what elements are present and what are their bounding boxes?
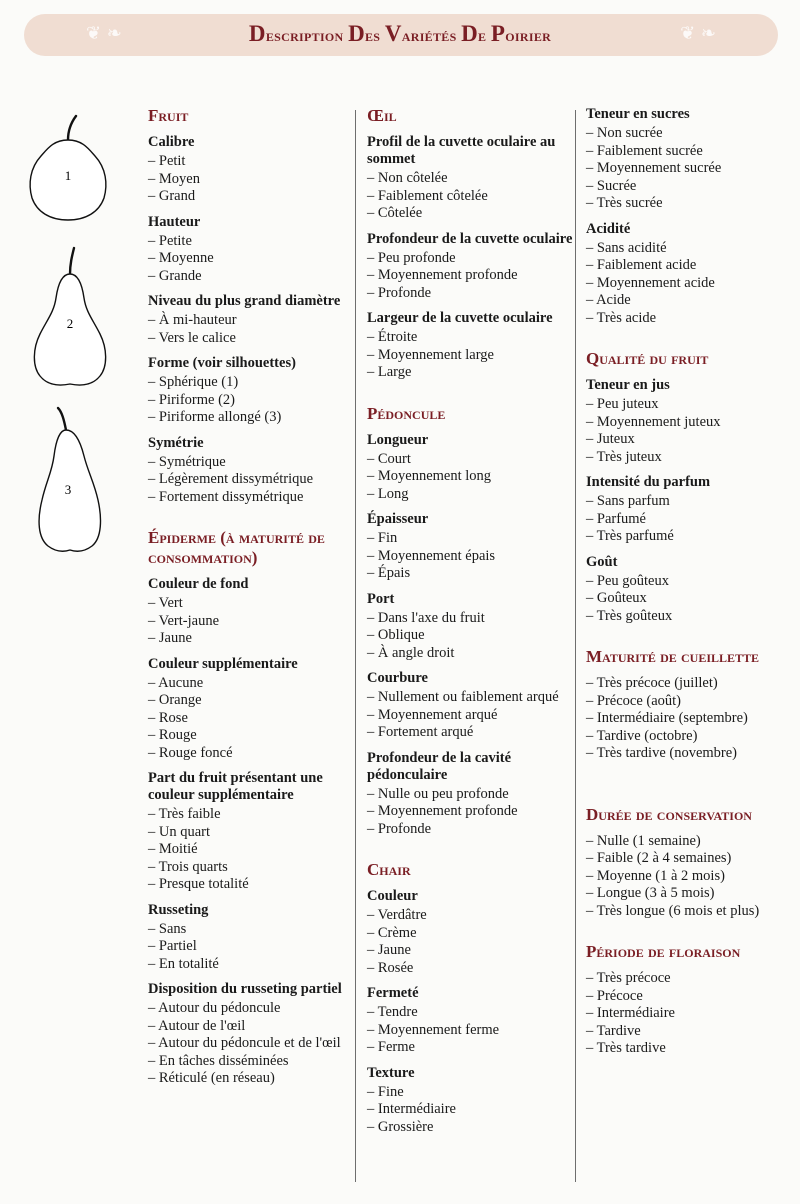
- column-qualite: [586, 106, 794, 1058]
- pear-silhouettes: [18, 108, 138, 558]
- criterion-heading-longueur: Longueur: [367, 431, 429, 448]
- pear-label-3: 3: [64, 482, 72, 497]
- column-divider: [355, 110, 356, 1182]
- list-item: – Sphérique (1): [148, 374, 239, 390]
- list-item: – Jaune: [367, 942, 411, 958]
- list-item: – Vert-jaune: [148, 612, 219, 629]
- list-item: – Trois quarts: [148, 858, 228, 875]
- criterion-heading-profil-de-la-cuvette-oculaire-au-sommet: Profil de la cuvette oculaire au sommet: [367, 134, 556, 167]
- list-item: – Très faible: [148, 806, 221, 822]
- list-item: – Aucune: [148, 674, 204, 691]
- list-item: – Moitié: [148, 841, 198, 857]
- list-item: – Grand: [148, 188, 196, 204]
- list-item: – En tâches disséminées: [148, 1052, 289, 1069]
- list-item: – À angle droit: [367, 644, 455, 661]
- list-item: – Très sucrée: [586, 195, 663, 211]
- list-item: – Précoce: [586, 987, 643, 1004]
- criterion-heading-niveau-du-plus-grand-diametre: Niveau du plus grand diamètre: [148, 293, 341, 309]
- option-list: [148, 675, 344, 763]
- list-item: – Moyennement juteux: [586, 413, 721, 430]
- list-item: – Moyennement large: [367, 346, 494, 363]
- list-item: – Parfumé: [586, 510, 646, 527]
- list-item: – Presque totalité: [148, 876, 249, 892]
- option-list: [148, 806, 344, 894]
- pear-label-2: 2: [66, 316, 74, 331]
- list-item: – Vers le calice: [148, 329, 236, 346]
- list-item: – Court: [367, 450, 411, 467]
- list-item: – Rose: [148, 709, 188, 726]
- option-list: [586, 493, 794, 546]
- list-item: – Sans acidité: [586, 239, 667, 256]
- list-item: – Partiel: [148, 938, 197, 954]
- list-item: – À mi-hauteur: [148, 312, 237, 328]
- list-item: – Acide: [586, 292, 631, 308]
- list-item: – Faible (2 à 4 semaines): [586, 850, 732, 866]
- criterion-heading-part-du-fruit-presentant-une-couleur-supplementaire: Part du fruit présentant une couleur supplémentaire: [148, 770, 323, 803]
- criterion-heading-epaisseur: Épaisseur: [367, 511, 429, 527]
- column-fruit: [148, 106, 344, 1088]
- option-list: [586, 573, 794, 626]
- list-item: – Petit: [148, 153, 186, 169]
- section-heading-qualite-du-fruit: Qualité du fruit: [586, 349, 709, 368]
- criterion-heading-port: Port: [367, 590, 395, 607]
- criterion-heading-intensite-du-parfum: Intensité du parfum: [586, 474, 711, 490]
- list-item: – Étroite: [367, 329, 418, 345]
- list-item: – Autour du pédoncule: [148, 1000, 281, 1016]
- list-item: – Très tardive: [586, 1040, 666, 1056]
- list-item: – Piriforme allongé (3): [148, 409, 282, 425]
- list-item: – Crème: [367, 924, 417, 941]
- list-item: – Nulle (1 semaine): [586, 832, 701, 849]
- option-list: [367, 907, 573, 977]
- option-list: [586, 396, 794, 466]
- list-item: – Intermédiaire: [586, 1005, 675, 1021]
- option-list: [367, 786, 573, 839]
- list-item: – Très goûteux: [586, 607, 673, 624]
- option-list: [367, 1004, 573, 1057]
- list-item: – Moyennement arqué: [367, 706, 498, 723]
- list-item: – Non côtelée: [367, 170, 448, 186]
- criterion-heading-disposition-du-russeting-partiel: Disposition du russeting partiel: [148, 981, 342, 997]
- list-item: – Très acide: [586, 309, 657, 326]
- option-list: [148, 921, 344, 974]
- list-item: – Profonde: [367, 284, 432, 301]
- criterion-heading-acidite: Acidité: [586, 220, 631, 237]
- option-list: [148, 1000, 344, 1088]
- list-item: – Grossière: [367, 1118, 434, 1135]
- list-item: – Moyenne: [148, 250, 214, 266]
- list-item: – Sans: [148, 920, 187, 937]
- list-item: – Un quart: [148, 823, 211, 840]
- list-item: – Très longue (6 mois et plus): [586, 902, 760, 919]
- criterion-heading-teneur-en-jus: Teneur en jus: [586, 377, 670, 393]
- list-item: – Oblique: [367, 627, 425, 643]
- list-item: – Autour du pédoncule et de l'œil: [148, 1035, 341, 1051]
- list-item: – Sans parfum: [586, 493, 670, 509]
- list-item: – Autour de l'œil: [148, 1017, 246, 1034]
- list-item: – Très précoce (juillet): [586, 675, 718, 691]
- column-oeil: [367, 106, 573, 1136]
- option-list: [367, 689, 573, 742]
- list-item: – Petite: [148, 232, 192, 249]
- list-item: – Non sucrée: [586, 125, 663, 141]
- list-item: – Moyennement ferme: [367, 1021, 500, 1038]
- list-item: – En totalité: [148, 955, 219, 972]
- list-item: – Moyennement sucrée: [586, 160, 722, 176]
- list-item: – Très tardive (novembre): [586, 745, 738, 761]
- option-list: [586, 125, 794, 213]
- list-item: – Rosée: [367, 959, 414, 976]
- list-item: – Longue (3 à 5 mois): [586, 885, 715, 901]
- list-item: – Moyenne (1 à 2 mois): [586, 867, 725, 884]
- list-item: – Moyennement long: [367, 468, 492, 484]
- option-list: [367, 610, 573, 663]
- criterion-heading-hauteur: Hauteur: [148, 213, 201, 230]
- list-item: – Tardive: [586, 1022, 641, 1039]
- leaf-ornament-icon: ❦ ❧: [680, 23, 716, 44]
- list-item: – Juteux: [586, 431, 635, 447]
- list-item: – Goûteux: [586, 590, 647, 606]
- list-item: – Fine: [367, 1083, 404, 1100]
- section-heading-periode-de-floraison: Période de floraison: [586, 942, 741, 961]
- list-item: – Très précoce: [586, 970, 671, 986]
- criterion-heading-symetrie: Symétrie: [148, 434, 204, 451]
- option-list: [367, 530, 573, 583]
- section-heading-pedoncule: Pédoncule: [367, 403, 446, 423]
- list-item: – Faiblement acide: [586, 257, 697, 273]
- list-item: – Dans l'axe du fruit: [367, 609, 485, 626]
- pear-label-1: 1: [64, 168, 72, 183]
- section-heading-fruit: Fruit: [148, 106, 189, 125]
- list-item: – Moyen: [148, 170, 200, 187]
- criterion-heading-calibre: Calibre: [148, 134, 195, 150]
- option-list: [367, 1084, 573, 1137]
- option-list: [586, 970, 794, 1058]
- criterion-heading-courbure: Courbure: [367, 670, 428, 686]
- option-list: [367, 451, 573, 504]
- option-list: [148, 454, 344, 507]
- list-item: – Fortement dissymétrique: [148, 488, 304, 505]
- list-item: – Rouge foncé: [148, 744, 233, 761]
- list-item: – Réticulé (en réseau): [148, 1070, 275, 1086]
- criterion-heading-fermete: Fermeté: [367, 985, 419, 1001]
- list-item: – Faiblement côtelée: [367, 187, 488, 204]
- criterion-heading-teneur-en-sucres: Teneur en sucres: [586, 106, 690, 122]
- section-heading-oeil: Œil: [367, 106, 397, 125]
- list-item: – Peu goûteux: [586, 572, 669, 589]
- list-item: – Moyennement épais: [367, 547, 496, 564]
- list-item: – Côtelée: [367, 205, 423, 221]
- section-heading-epiderme-a-maturite-de-consommation: Épiderme (à maturité de consommation): [148, 528, 325, 567]
- criterion-heading-russeting: Russeting: [148, 901, 209, 918]
- list-item: – Faiblement sucrée: [586, 142, 703, 159]
- list-item: – Moyennement profonde: [367, 267, 518, 283]
- list-item: – Vert: [148, 595, 183, 611]
- list-item: – Moyennement acide: [586, 274, 715, 291]
- option-list: [367, 170, 573, 223]
- pear-silhouette-elongated: [39, 408, 100, 551]
- option-list: [367, 329, 573, 382]
- option-list: [148, 233, 344, 286]
- page-title: Description Des Variétés De Poirier: [248, 21, 552, 46]
- list-item: – Tendre: [367, 1004, 418, 1020]
- pear-silhouette-spherical: [30, 116, 106, 220]
- list-item: – Moyennement profonde: [367, 803, 518, 819]
- list-item: – Précoce (août): [586, 692, 682, 709]
- list-item: – Fin: [367, 530, 398, 546]
- option-list: [586, 675, 794, 763]
- list-item: – Nulle ou peu profonde: [367, 785, 509, 802]
- list-item: – Intermédiaire (septembre): [586, 710, 748, 726]
- section-heading-duree-de-conservation: Durée de conservation: [586, 804, 752, 824]
- list-item: – Nullement ou faiblement arqué: [367, 689, 559, 705]
- list-item: – Très juteux: [586, 448, 662, 465]
- list-item: – Piriforme (2): [148, 391, 235, 408]
- list-item: – Profonde: [367, 820, 432, 837]
- section-heading-chair: Chair: [367, 860, 411, 879]
- column-divider: [575, 110, 576, 1182]
- list-item: – Fortement arqué: [367, 724, 474, 740]
- list-item: – Symétrique: [148, 453, 226, 470]
- option-list: [586, 833, 794, 921]
- pear-silhouette-pyriform: [34, 248, 105, 385]
- option-list: [148, 374, 344, 427]
- criterion-heading-gout: Goût: [586, 553, 618, 570]
- list-item: – Peu juteux: [586, 396, 659, 412]
- criterion-heading-profondeur-de-la-cavite-pedonculaire: Profondeur de la cavité pédonculaire: [367, 749, 512, 783]
- list-item: – Intermédiaire: [367, 1101, 456, 1117]
- criterion-heading-texture: Texture: [367, 1064, 415, 1081]
- option-list: [367, 250, 573, 303]
- criterion-heading-largeur-de-la-cuvette-oculaire: Largeur de la cuvette oculaire: [367, 310, 553, 326]
- list-item: – Grande: [148, 267, 202, 284]
- criterion-heading-couleur-de-fond: Couleur de fond: [148, 576, 249, 592]
- list-item: – Ferme: [367, 1039, 415, 1055]
- criterion-heading-couleur: Couleur: [367, 888, 418, 904]
- option-list: [148, 595, 344, 648]
- list-item: – Long: [367, 485, 409, 502]
- leaf-ornament-icon: ❦ ❧: [86, 23, 122, 44]
- list-item: – Légèrement dissymétrique: [148, 471, 314, 487]
- list-item: – Très parfumé: [586, 528, 674, 544]
- list-item: – Sucrée: [586, 177, 637, 194]
- list-item: – Peu profonde: [367, 249, 456, 266]
- list-item: – Tardive (octobre): [586, 727, 698, 744]
- list-item: – Verdâtre: [367, 907, 427, 923]
- criterion-heading-forme-voir-silhouettes: Forme (voir silhouettes): [148, 355, 296, 371]
- option-list: [148, 153, 344, 206]
- option-list: [148, 312, 344, 347]
- list-item: – Orange: [148, 692, 202, 708]
- criterion-heading-couleur-supplementaire: Couleur supplémentaire: [148, 655, 298, 672]
- section-heading-maturite-de-cueillette: Maturité de cueillette: [586, 647, 760, 666]
- criterion-heading-profondeur-de-la-cuvette-oculaire: Profondeur de la cuvette oculaire: [367, 230, 573, 247]
- option-list: [586, 240, 794, 328]
- list-item: – Rouge: [148, 727, 197, 743]
- list-item: – Jaune: [148, 630, 192, 646]
- list-item: – Épais: [367, 565, 411, 581]
- list-item: – Large: [367, 364, 412, 380]
